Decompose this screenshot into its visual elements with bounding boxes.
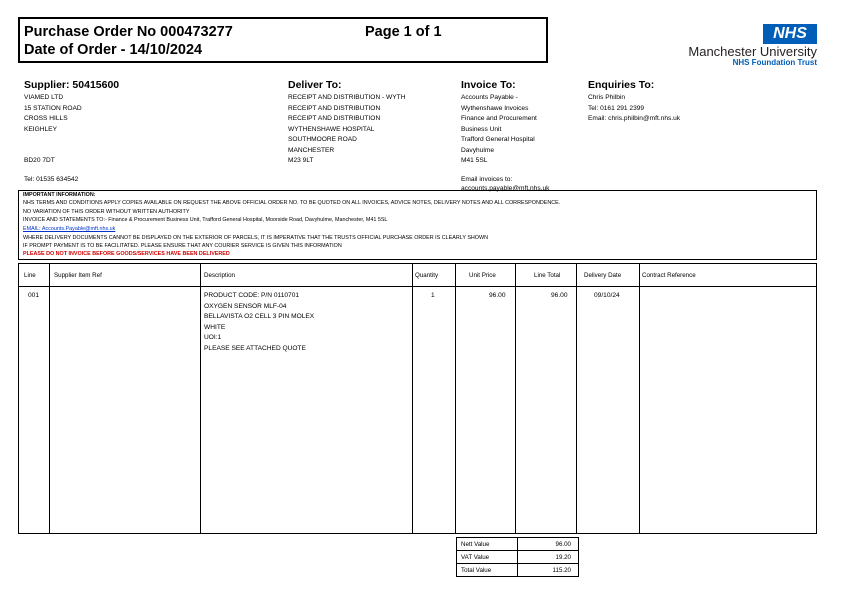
row-unit-price: 96.00 [489, 292, 506, 299]
address-line: BD20 7DT [24, 157, 55, 164]
total-value-label: Total Value [461, 567, 492, 574]
order-date: Date of Order - 14/10/2024 [24, 42, 203, 58]
address-line [24, 135, 82, 146]
header-supplier-ref: Supplier Item Ref [54, 272, 102, 279]
deliver-address [288, 93, 405, 167]
po-number: Purchase Order No 000473277 [24, 24, 233, 40]
address-line: MANCHESTER [288, 146, 335, 154]
important-line: NHS TERMS AND CONDITIONS APPLY COPIES AVAILABLE ON REQUEST THE ABOVE OFFICIAL ORDER NO. TO BE QUOTED ON ALL INVOICES, ADVICE NOTES, DELIVERY NOTES AND ALL CORRESPONDENCE. [23, 200, 561, 206]
row-line-number: 001 [28, 292, 40, 299]
address-line: Davyhulme [461, 146, 494, 154]
address-line: 15 STATION ROAD [24, 104, 82, 112]
important-line: WHERE DELIVERY DOCUMENTS CANNOT BE DISPLAYED ON THE EXTERIOR OF PARCELS, IT IS IMPERATIVE THAT THE TRUSTS OFFICIAL PURCHASE ORDER IS CLEARLY SHOWN [23, 235, 488, 241]
important-heading: IMPORTANT INFORMATION: [23, 192, 96, 198]
organisation-name: Manchester University [688, 44, 817, 59]
enquiries-contact [588, 93, 680, 125]
title-box [18, 17, 548, 63]
total-value: 115.20 [552, 567, 571, 574]
column-divider [200, 264, 201, 533]
net-value-label: Nett Value [461, 541, 490, 548]
address-line: SOUTHMOORE ROAD [288, 136, 357, 143]
description-line: PLEASE SEE ATTACHED QUOTE [204, 344, 306, 352]
header-quantity: Quantity [415, 272, 439, 279]
accounts-email-link[interactable]: EMAIL: Accounts.Payable@mft.nhs.uk [23, 226, 116, 232]
address-line: VIAMED LTD [24, 94, 64, 101]
page-number: Page 1 of 1 [365, 24, 442, 40]
header-line: Line [24, 272, 36, 279]
header-contract-ref: Contract Reference [642, 272, 696, 279]
row-quantity: 1 [431, 292, 435, 299]
supplier-address [24, 93, 82, 167]
items-table [18, 263, 817, 534]
description-line: UOI:1 [204, 334, 222, 341]
net-value: 96.00 [555, 541, 571, 548]
address-line: Business Unit [461, 125, 502, 133]
address-line: M23 9LT [288, 157, 314, 164]
invoice-header: Invoice To: [461, 79, 516, 91]
header-description: Description [204, 272, 235, 279]
deliver-header: Deliver To: [288, 79, 342, 91]
header-divider [19, 286, 816, 287]
address-line: Finance and Procurement [461, 115, 537, 122]
address-line: RECEIPT AND DISTRIBUTION [288, 104, 381, 112]
totals-box [456, 537, 579, 577]
description-line: BELLAVISTA O2 CELL 3 PIN MOLEX [204, 313, 315, 320]
address-line: WYTHENSHAWE HOSPITAL [288, 125, 375, 133]
row-delivery-date: 09/10/24 [594, 292, 620, 299]
important-information [18, 190, 817, 260]
contact-email[interactable]: Email: chris.philbin@mft.nhs.uk [588, 115, 681, 122]
invoice-email-label: Email invoices to: [461, 176, 513, 183]
address-line: KEIGHLEY [24, 125, 57, 133]
address-line: RECEIPT AND DISTRIBUTION - WYTH [288, 94, 406, 101]
address-line: Accounts Payable - [461, 94, 518, 101]
column-divider [576, 264, 577, 533]
nhs-logo: NHS [763, 24, 817, 44]
header-unit-price: Unit Price [469, 272, 496, 279]
address-line [24, 146, 82, 157]
contact-name: Chris Philbin [588, 94, 626, 101]
vat-value: 19.20 [555, 554, 571, 561]
invoice-email[interactable]: accounts.payable@mft.nhs.uk [461, 185, 550, 192]
important-line: IF PROMPT PAYMENT IS TO BE FACILITATED. PLEASE ENSURE THAT ANY COURIER SERVICE IS GIVEN THIS INFORMATION [23, 243, 342, 249]
vat-value-label: VAT Value [461, 554, 490, 561]
column-divider [515, 264, 516, 533]
enquiries-header: Enquiries To: [588, 79, 655, 91]
address-line: Trafford General Hospital [461, 136, 535, 143]
header-line-total: Line Total [534, 272, 561, 279]
total-value-row [457, 564, 578, 577]
address-line: M41 5SL [461, 157, 488, 164]
row-line-total: 96.00 [551, 292, 568, 299]
address-line: CROSS HILLS [24, 115, 68, 122]
important-line: NO VARIATION OF THIS ORDER WITHOUT WRITTEN AUTHORITY [23, 209, 190, 215]
column-divider [639, 264, 640, 533]
invoice-warning: PLEASE DO NOT INVOICE BEFORE GOODS/SERVICES HAVE BEEN DELIVERED [23, 251, 230, 257]
column-divider [455, 264, 456, 533]
supplier-tel: Tel: 01535 634542 [24, 176, 79, 183]
invoice-address [461, 93, 537, 167]
column-divider [412, 264, 413, 533]
address-line: RECEIPT AND DISTRIBUTION [288, 115, 381, 122]
description-line: PRODUCT CODE: P/N 0110701 [204, 292, 300, 299]
description-line: OXYGEN SENSOR MLF-04 [204, 302, 287, 310]
contact-tel: Tel: 0161 291 2399 [588, 104, 645, 112]
column-divider [49, 264, 50, 533]
trust-name: NHS Foundation Trust [732, 58, 817, 67]
supplier-header: Supplier: 50415600 [24, 79, 120, 91]
row-description [204, 291, 314, 354]
important-line: INVOICE AND STATEMENTS TO:- Finance & Procurement Business Unit, Trafford General Hospital, Moorside Road, Davyhulme, Manchester, M41 5SL [23, 217, 388, 223]
description-line: WHITE [204, 323, 226, 331]
header-delivery-date: Delivery Date [584, 272, 622, 279]
address-line: Wythenshawe Invoices [461, 104, 529, 112]
